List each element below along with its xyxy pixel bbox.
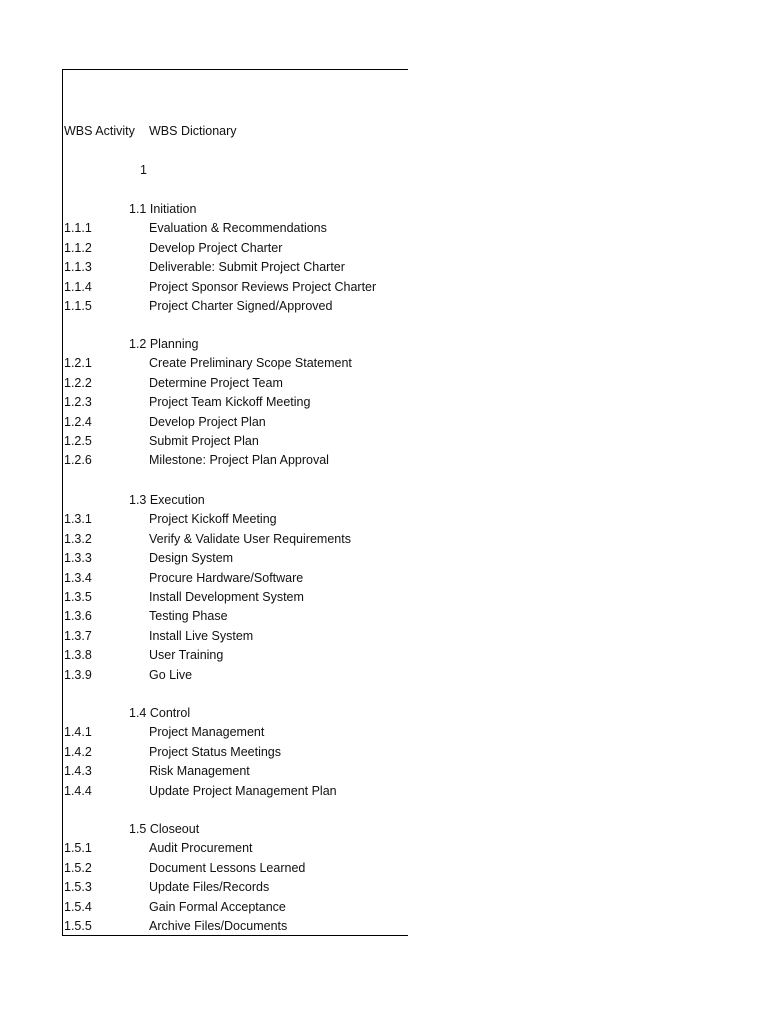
section-heading: 1.5 Closeout [129, 822, 200, 836]
wbs-item-label: Procure Hardware/Software [149, 570, 304, 585]
wbs-item-label: Submit Project Plan [149, 434, 259, 448]
section-heading: 1.1 Initiation [129, 202, 197, 216]
wbs-id: 1.4.2 [64, 744, 92, 759]
wbs-id: 1.5.4 [64, 899, 92, 914]
wbs-item-label: Project Management [149, 725, 265, 740]
wbs-id: 1.5.3 [64, 880, 92, 895]
wbs-id: 1.4.3 [64, 764, 92, 779]
wbs-item-label: Document Lessons Learned [149, 860, 306, 875]
section-heading: 1.2 Planning [129, 337, 199, 351]
wbs-id: 1.3.4 [64, 570, 92, 585]
wbs-id: 1.3.6 [64, 609, 92, 624]
wbs-item-label: Design System [149, 551, 234, 566]
wbs-item-label: Deliverable: Submit Project Charter [149, 260, 345, 275]
wbs-id: 1.1.5 [64, 299, 92, 313]
wbs-item-label: Update Files/Records [149, 880, 270, 895]
wbs-item-label: Archive Files/Documents [149, 919, 288, 933]
section-heading: 1.3 Execution [129, 493, 205, 507]
wbs-id: 1.2.2 [64, 375, 92, 390]
wbs-item-label: Project Status Meetings [149, 744, 282, 759]
wbs-id: 1.1.2 [64, 240, 92, 255]
wbs-item-label: Project Team Kickoff Meeting [149, 395, 311, 410]
wbs-id: 1.3.9 [64, 667, 92, 682]
wbs-item-label: Project Sponsor Reviews Project Charter [149, 279, 377, 294]
wbs-id: 1.4.1 [64, 725, 92, 740]
wbs-item-label: Develop Project Charter [149, 240, 283, 255]
wbs-id: 1.5.1 [64, 841, 92, 856]
wbs-item-label: Update Project Management Plan [149, 783, 337, 798]
wbs-id: 1.1.1 [64, 221, 92, 236]
wbs-item-label: Milestone: Project Plan Approval [149, 453, 329, 468]
wbs-item-label: Gain Formal Acceptance [149, 899, 286, 914]
header-wbs-activity: WBS Activity [64, 124, 135, 138]
wbs-item-label: Testing Phase [149, 609, 228, 624]
wbs-id: 1.2.5 [64, 434, 92, 448]
wbs-item-label: Create Preliminary Scope Statement [149, 356, 352, 371]
wbs-item-label: Audit Procurement [149, 841, 253, 856]
wbs-item-label: Project Charter Signed/Approved [149, 299, 333, 313]
wbs-id: 1.1.4 [64, 279, 92, 294]
wbs-item-label: Risk Management [149, 764, 250, 779]
wbs-id: 1.5.5 [64, 919, 92, 933]
wbs-id: 1.3.2 [64, 531, 92, 546]
wbs-id: 1.2.1 [64, 356, 92, 371]
wbs-id: 1.5.2 [64, 860, 92, 875]
wbs-item-label: Go Live [149, 667, 193, 682]
wbs-id: 1.4.4 [64, 783, 92, 798]
wbs-item-label: Install Development System [149, 590, 304, 604]
wbs-item-label: Develop Project Plan [149, 414, 266, 429]
wbs-item-label: Install Live System [149, 628, 254, 643]
wbs-id: 1.3.7 [64, 628, 92, 643]
wbs-id: 1.3.3 [64, 551, 92, 566]
wbs-sheet [62, 69, 408, 936]
wbs-id: 1.2.3 [64, 395, 92, 410]
wbs-item-label: Determine Project Team [149, 375, 283, 390]
wbs-id: 1.3.8 [64, 648, 92, 663]
wbs-item-label: Evaluation & Recommendations [149, 221, 327, 236]
wbs-item-label: Verify & Validate User Requirements [149, 531, 351, 546]
wbs-id: 1.3.1 [64, 512, 92, 527]
wbs-id: 1.1.3 [64, 260, 92, 275]
root-number: 1 [140, 163, 147, 177]
wbs-item-label: User Training [149, 648, 224, 663]
wbs-item-label: Project Kickoff Meeting [149, 512, 277, 527]
wbs-id: 1.2.6 [64, 453, 92, 468]
wbs-id: 1.3.5 [64, 590, 92, 604]
wbs-id: 1.2.4 [64, 414, 92, 429]
header-wbs-dictionary: WBS Dictionary [149, 124, 237, 138]
section-heading: 1.4 Control [129, 706, 191, 720]
